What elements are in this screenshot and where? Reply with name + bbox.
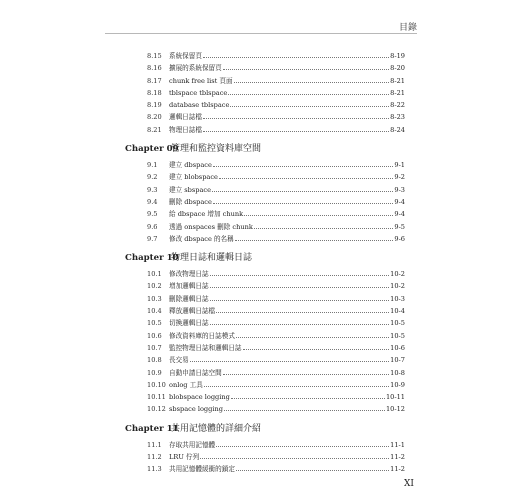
toc-entry-number: 9.5 — [147, 210, 158, 219]
toc-entry-title: 刪除邏輯日誌 — [169, 294, 209, 303]
toc-entry[interactable] — [125, 403, 405, 415]
toc-entry-number: 10.2 — [147, 282, 162, 291]
toc-entry-number: 11.3 — [147, 465, 162, 474]
toc-entry-page: 10-3 — [390, 294, 405, 303]
toc-entry-line — [169, 268, 405, 280]
toc-entry-title: database tblspace — [169, 101, 230, 110]
toc-entry[interactable] — [125, 99, 405, 111]
toc-entry-page: 10-2 — [390, 282, 405, 291]
toc-entry-number: 10.7 — [147, 343, 162, 352]
chapter-heading — [125, 250, 405, 266]
chapter-label: Chapter 11 — [125, 423, 179, 434]
chapter-label: Chapter 10 — [125, 253, 179, 264]
dot-leader — [230, 99, 389, 107]
dot-leader — [235, 233, 394, 241]
toc-entry-page: 10-11 — [385, 393, 405, 402]
toc-entry-title: 修改 dbspace 的名稱 — [169, 234, 234, 243]
dot-leader — [254, 221, 394, 229]
dot-leader — [212, 184, 393, 192]
toc-entry-number: 9.4 — [147, 197, 158, 206]
toc-entry-page: 8-19 — [390, 52, 405, 60]
chapter-title: 物理日誌和邏輯日誌 — [171, 253, 253, 264]
toc-entry-page: 9-6 — [394, 234, 405, 243]
toc-entry-line — [169, 124, 405, 136]
toc-entry-title: 長交易 — [169, 356, 189, 365]
chapter-heading — [125, 141, 405, 157]
toc-entry-line — [169, 233, 405, 245]
toc-entry-number: 8.21 — [147, 125, 162, 134]
chapter-title: 管理和監控資料庫空間 — [171, 144, 262, 155]
toc-entry-number: 8.17 — [147, 76, 162, 85]
toc-entry[interactable] — [125, 268, 405, 280]
page-number: XI — [404, 479, 414, 489]
toc-entry-line — [169, 99, 405, 111]
toc-entry-line — [169, 451, 405, 463]
toc-entry-page: 9-4 — [394, 197, 405, 206]
toc-entry-line — [169, 330, 405, 342]
chapter-title: 共用記憶體的詳細介紹 — [171, 423, 262, 434]
toc-entry-title: 擴展的系統保留頁 — [169, 64, 222, 73]
toc-entry[interactable] — [125, 379, 405, 391]
toc-entry-page: 10-4 — [390, 307, 405, 316]
dot-leader — [228, 87, 389, 95]
toc-entry-line — [169, 439, 405, 451]
toc-entry-page: 10-6 — [390, 343, 405, 352]
toc-entry-line — [169, 280, 405, 292]
toc-entry[interactable] — [125, 62, 405, 74]
toc-entry[interactable] — [125, 330, 405, 342]
toc-entry[interactable] — [125, 354, 405, 366]
toc-entry-line — [169, 208, 405, 220]
toc-entry[interactable] — [125, 317, 405, 329]
dot-leader — [224, 403, 385, 411]
toc-entry-number: 9.3 — [147, 185, 158, 194]
toc-entry-line — [169, 379, 405, 391]
toc-entry-title: 自動申請日誌空間 — [169, 368, 222, 377]
chapter-heading — [125, 421, 405, 437]
toc-entry-title: 邏輯日誌檔 — [169, 113, 202, 122]
toc-entry-page: 10-9 — [390, 380, 405, 389]
toc-entry-line — [169, 184, 405, 196]
toc-entry-page: 10-2 — [390, 270, 405, 279]
toc-entry-number: 9.1 — [147, 161, 158, 170]
toc-entry[interactable] — [125, 124, 405, 136]
toc-entry-page: 8-24 — [390, 125, 405, 134]
toc-entry-title: 刪除 dbspace — [169, 197, 212, 206]
toc-entry-title: 建立 sbspace — [169, 185, 212, 194]
dot-leader — [200, 451, 389, 459]
toc-entry-number: 10.12 — [147, 405, 166, 414]
toc-entry[interactable] — [125, 463, 405, 475]
toc-entry[interactable] — [125, 451, 405, 463]
toc-entry[interactable] — [125, 391, 405, 403]
toc-entry-line — [169, 293, 405, 305]
toc-entry-line — [169, 196, 405, 208]
toc-entry-line — [169, 87, 405, 99]
dot-leader — [203, 124, 389, 132]
toc-entry-page: 8-22 — [390, 101, 405, 110]
toc-entry[interactable] — [125, 293, 405, 305]
toc-entry-number: 10.8 — [147, 356, 162, 365]
toc-entry-page: 11-1 — [390, 440, 405, 449]
toc-entry-line — [169, 403, 405, 415]
running-header-title: 目錄 — [399, 23, 418, 33]
toc-entry-page: 10-7 — [390, 356, 405, 365]
dot-leader — [223, 62, 389, 70]
toc-entry-title: LRU 佇列 — [169, 453, 200, 462]
toc-entry[interactable] — [125, 171, 405, 183]
toc-entry[interactable] — [125, 305, 405, 317]
toc-entry-title: sbspace logging — [169, 405, 223, 414]
toc-entry-page: 9-5 — [394, 222, 405, 231]
dot-leader — [210, 280, 390, 288]
toc-entry-title: 監控物理日誌和邏輯日誌 — [169, 343, 242, 352]
toc-entry-title: chunk free list 頁面 — [169, 76, 233, 85]
toc-entry[interactable] — [125, 196, 405, 208]
toc-entry-page: 9-1 — [394, 161, 405, 170]
toc-entry-title: blobspace logging — [169, 393, 230, 402]
toc-entry-number: 10.4 — [147, 307, 162, 316]
toc-entry-line — [169, 354, 405, 366]
toc-entry-line — [169, 111, 405, 123]
toc-entry-number: 10.11 — [147, 393, 166, 402]
toc-entry[interactable] — [125, 233, 405, 245]
toc-entry-title: 釋放邏輯日誌檔 — [169, 307, 216, 316]
toc-entry[interactable] — [125, 280, 405, 292]
toc-entry-page: 8-20 — [390, 64, 405, 73]
toc-entry-title: 切換邏輯日誌 — [169, 319, 209, 328]
toc-entry-number: 9.6 — [147, 222, 158, 231]
dot-leader — [216, 305, 389, 313]
toc-entry-page: 11-2 — [390, 465, 405, 474]
header-rule — [105, 33, 417, 34]
toc-entry[interactable] — [125, 75, 405, 87]
toc-entry-number: 10.10 — [147, 380, 166, 389]
chapter-label: Chapter 09 — [125, 144, 179, 155]
toc-entry-page: 11-2 — [390, 453, 405, 462]
toc-entry-line — [169, 221, 405, 233]
toc-entry-title: 共用記憶體緩衝的鎖定 — [169, 465, 235, 474]
toc-entry-title: 修改資料庫的日誌模式 — [169, 331, 235, 340]
toc-entry[interactable] — [125, 159, 405, 171]
dot-leader — [210, 293, 390, 301]
toc-entry-number: 9.2 — [147, 173, 158, 182]
toc-entry-number: 8.16 — [147, 64, 162, 73]
dot-leader — [210, 268, 390, 276]
toc-entry-line — [169, 317, 405, 329]
toc-entry-page: 8-23 — [390, 113, 405, 122]
toc-entry-number: 11.1 — [147, 440, 162, 449]
toc-entry-title: 透過 onspaces 刪除 chunk — [169, 222, 253, 231]
toc-entry-number: 10.6 — [147, 331, 162, 340]
toc-entry-number: 10.5 — [147, 319, 162, 328]
toc-entry-title: 建立 dbspace — [169, 161, 212, 170]
toc-entry-title: 物理日誌檔 — [169, 125, 202, 134]
dot-leader — [216, 439, 389, 447]
dot-leader — [213, 196, 394, 204]
toc-entry-page: 10-8 — [390, 368, 405, 377]
toc-entry-title: 給 dbspace 增加 chunk — [169, 210, 244, 219]
dot-leader — [234, 75, 390, 83]
toc-entry-line — [169, 171, 405, 183]
toc-entry-page: 9-2 — [394, 173, 405, 182]
table-of-contents — [125, 50, 405, 476]
toc-entry-title: tblspace tblspace — [169, 88, 228, 97]
toc-entry-title: 建立 blobspace — [169, 173, 218, 182]
toc-entry-line — [169, 305, 405, 317]
dot-leader — [236, 463, 389, 471]
dot-leader — [244, 208, 393, 216]
toc-entry-number: 10.9 — [147, 368, 162, 377]
toc-entry-line — [169, 75, 405, 87]
dot-leader — [219, 171, 393, 179]
toc-entry-number: 8.20 — [147, 113, 162, 122]
toc-entry-line — [169, 50, 405, 62]
toc-entry-page: 9-3 — [394, 185, 405, 194]
dot-leader — [213, 159, 394, 167]
toc-entry[interactable] — [125, 221, 405, 233]
toc-entry[interactable] — [125, 50, 405, 62]
toc-entry-line — [169, 463, 405, 475]
toc-entry-line — [169, 342, 405, 354]
dot-leader — [243, 342, 390, 350]
toc-entry[interactable] — [125, 208, 405, 220]
toc-entry[interactable] — [125, 439, 405, 451]
dot-leader — [236, 330, 389, 338]
toc-entry-title: 存取共用記憶體 — [169, 440, 216, 449]
dot-leader — [190, 354, 389, 362]
toc-entry-line — [169, 391, 405, 403]
toc-entry-line — [169, 62, 405, 74]
toc-entry-page: 8-21 — [390, 88, 405, 97]
toc-entry-title: onlog 工具 — [169, 380, 203, 389]
toc-entry-number: 8.18 — [147, 88, 162, 97]
toc-entry[interactable] — [125, 87, 405, 99]
toc-entry[interactable] — [125, 367, 405, 379]
toc-entry-page: 10-5 — [390, 319, 405, 328]
dot-leader — [210, 317, 390, 325]
toc-entry-title: 修改物理日誌 — [169, 270, 209, 279]
toc-entry-number: 10.1 — [147, 270, 162, 279]
toc-entry-page: 10-12 — [385, 405, 405, 414]
toc-entry-line — [169, 159, 405, 171]
toc-entry-title: 系統保留頁 — [169, 52, 202, 60]
dot-leader — [203, 50, 389, 58]
toc-entry-page: 9-4 — [394, 210, 405, 219]
toc-entry-line — [169, 367, 405, 379]
toc-entry[interactable] — [125, 342, 405, 354]
toc-entry-number: 8.15 — [147, 52, 162, 60]
toc-entry[interactable] — [125, 184, 405, 196]
toc-entry-number: 10.3 — [147, 294, 162, 303]
toc-entry[interactable] — [125, 111, 405, 123]
toc-entry-title: 增加邏輯日誌 — [169, 282, 209, 291]
toc-entry-number: 8.19 — [147, 101, 162, 110]
dot-leader — [204, 379, 389, 387]
dot-leader — [231, 391, 385, 399]
dot-leader — [203, 111, 389, 119]
toc-entry-number: 11.2 — [147, 453, 162, 462]
toc-entry-number: 9.7 — [147, 234, 158, 243]
toc-entry-page: 10-5 — [390, 331, 405, 340]
dot-leader — [223, 367, 389, 375]
toc-entry-page: 8-21 — [390, 76, 405, 85]
